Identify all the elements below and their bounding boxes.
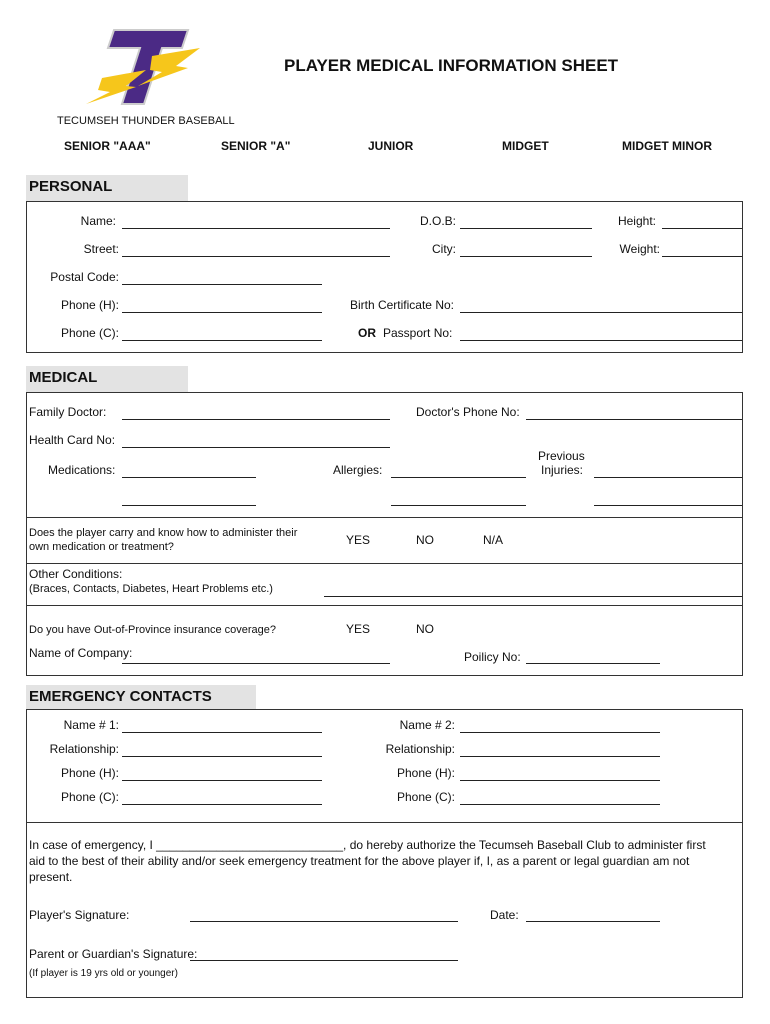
contact2-relationship-label: Relationship: — [385, 742, 455, 756]
doctor-phone-field[interactable] — [526, 419, 742, 420]
previous-injuries-field-1[interactable] — [594, 477, 742, 478]
consent-text-line-2: aid to the best of their ability and/or seek emergency treatment for the above player if, I, as a parent or legal guardian am not — [29, 854, 690, 868]
guardian-signature-field[interactable] — [190, 960, 458, 961]
date-field[interactable] — [526, 921, 660, 922]
consent-text-line-3: present. — [29, 870, 73, 884]
dob-field[interactable] — [460, 228, 592, 229]
other-conditions-hint: (Braces, Contacts, Diabetes, Heart Problems etc.) — [29, 583, 273, 595]
divider — [26, 563, 743, 564]
personal-section-heading: PERSONAL — [26, 175, 188, 201]
contact2-name-label: Name # 2: — [399, 718, 455, 732]
insurance-question: Do you have Out-of-Province insurance coverage? — [29, 624, 277, 636]
passport-label: Passport No: — [383, 326, 453, 340]
self-medicate-no[interactable]: NO — [416, 533, 434, 547]
name-label: Name: — [80, 214, 116, 228]
contact2-phone-home-label: Phone (H): — [396, 766, 455, 780]
contact2-phone-home-field[interactable] — [460, 780, 660, 781]
age-note: (If player is 19 yrs old or younger) — [29, 968, 178, 979]
or-label: OR — [358, 326, 376, 340]
divider — [26, 517, 743, 518]
insurance-company-field[interactable] — [122, 663, 390, 664]
medications-field-1[interactable] — [122, 477, 256, 478]
street-label: Street: — [83, 242, 119, 256]
division-midget: MIDGET — [502, 139, 549, 153]
contact1-phone-home-label: Phone (H): — [60, 766, 119, 780]
city-label: City: — [432, 242, 456, 256]
birth-certificate-field[interactable] — [460, 312, 742, 313]
name-field[interactable] — [122, 228, 390, 229]
previous-injuries-field-2[interactable] — [594, 505, 742, 506]
contact1-relationship-label: Relationship: — [49, 742, 119, 756]
postal-code-field[interactable] — [122, 284, 322, 285]
medical-section-heading: MEDICAL — [26, 366, 188, 392]
divider — [26, 822, 743, 823]
division-senior-a: SENIOR "A" — [221, 139, 291, 153]
page-title: PLAYER MEDICAL INFORMATION SHEET — [284, 56, 619, 75]
weight-field[interactable] — [662, 256, 742, 257]
allergies-field-2[interactable] — [391, 505, 526, 506]
postal-code-label: Postal Code: — [50, 270, 119, 284]
consent-text-line-1: In case of emergency, I ____________________________, do hereby authorize the Tecumseh Baseball Club to administer first — [29, 838, 706, 852]
phone-cell-label: Phone (C): — [60, 326, 119, 340]
guardian-signature-label: Parent or Guardian's Signature: — [29, 947, 198, 961]
street-field[interactable] — [122, 256, 390, 257]
contact2-phone-cell-field[interactable] — [460, 804, 660, 805]
insurance-company-label: Name of Company: — [29, 646, 133, 660]
contact2-relationship-field[interactable] — [460, 756, 660, 757]
allergies-label: Allergies: — [333, 463, 383, 477]
city-field[interactable] — [460, 256, 592, 257]
self-medicate-question-1: Does the player carry and know how to administer their — [29, 527, 298, 539]
division-midget-minor: MIDGET MINOR — [622, 139, 712, 153]
medications-label: Medications: — [48, 463, 116, 477]
player-signature-field[interactable] — [190, 921, 458, 922]
contact1-relationship-field[interactable] — [122, 756, 322, 757]
player-signature-label: Player's Signature: — [29, 908, 130, 922]
other-conditions-field[interactable] — [324, 596, 742, 597]
height-label: Height: — [617, 214, 656, 228]
policy-number-field[interactable] — [526, 663, 660, 664]
previous-injuries-label-2: Injuries: — [541, 463, 584, 477]
self-medicate-na[interactable]: N/A — [483, 533, 504, 547]
policy-number-label: Poilicy No: — [464, 650, 521, 664]
phone-home-field[interactable] — [122, 312, 322, 313]
division-junior: JUNIOR — [368, 139, 414, 153]
tecumseh-thunder-logo — [82, 26, 202, 108]
date-label: Date: — [490, 908, 519, 922]
weight-label: Weight: — [619, 242, 660, 256]
allergies-field-1[interactable] — [391, 477, 526, 478]
emergency-section-heading: EMERGENCY CONTACTS — [26, 685, 256, 709]
birth-certificate-label: Birth Certificate No: — [349, 298, 454, 312]
other-conditions-label: Other Conditions: — [29, 567, 123, 581]
self-medicate-yes[interactable]: YES — [346, 533, 371, 547]
family-doctor-field[interactable] — [122, 419, 390, 420]
phone-home-label: Phone (H): — [60, 298, 119, 312]
passport-field[interactable] — [460, 340, 742, 341]
doctor-phone-label: Doctor's Phone No: — [416, 405, 520, 419]
division-senior-aaa: SENIOR "AAA" — [64, 139, 151, 153]
contact1-name-label: Name # 1: — [63, 718, 119, 732]
insurance-no[interactable]: NO — [416, 622, 434, 636]
contact2-phone-cell-label: Phone (C): — [396, 790, 455, 804]
contact1-phone-cell-label: Phone (C): — [60, 790, 119, 804]
divider — [26, 605, 743, 606]
contact1-name-field[interactable] — [122, 732, 322, 733]
health-card-label: Health Card No: — [29, 433, 116, 447]
contact1-phone-home-field[interactable] — [122, 780, 322, 781]
self-medicate-question-2: own medication or treatment? — [29, 541, 174, 553]
height-field[interactable] — [662, 228, 742, 229]
family-doctor-label: Family Doctor: — [29, 405, 107, 419]
insurance-yes[interactable]: YES — [346, 622, 371, 636]
contact1-phone-cell-field[interactable] — [122, 804, 322, 805]
contact2-name-field[interactable] — [460, 732, 660, 733]
club-name: TECUMSEH THUNDER BASEBALL — [57, 115, 235, 127]
medications-field-2[interactable] — [122, 505, 256, 506]
previous-injuries-label-1: Previous — [538, 449, 585, 463]
phone-cell-field[interactable] — [122, 340, 322, 341]
health-card-field[interactable] — [122, 447, 390, 448]
dob-label: D.O.B: — [419, 214, 456, 228]
